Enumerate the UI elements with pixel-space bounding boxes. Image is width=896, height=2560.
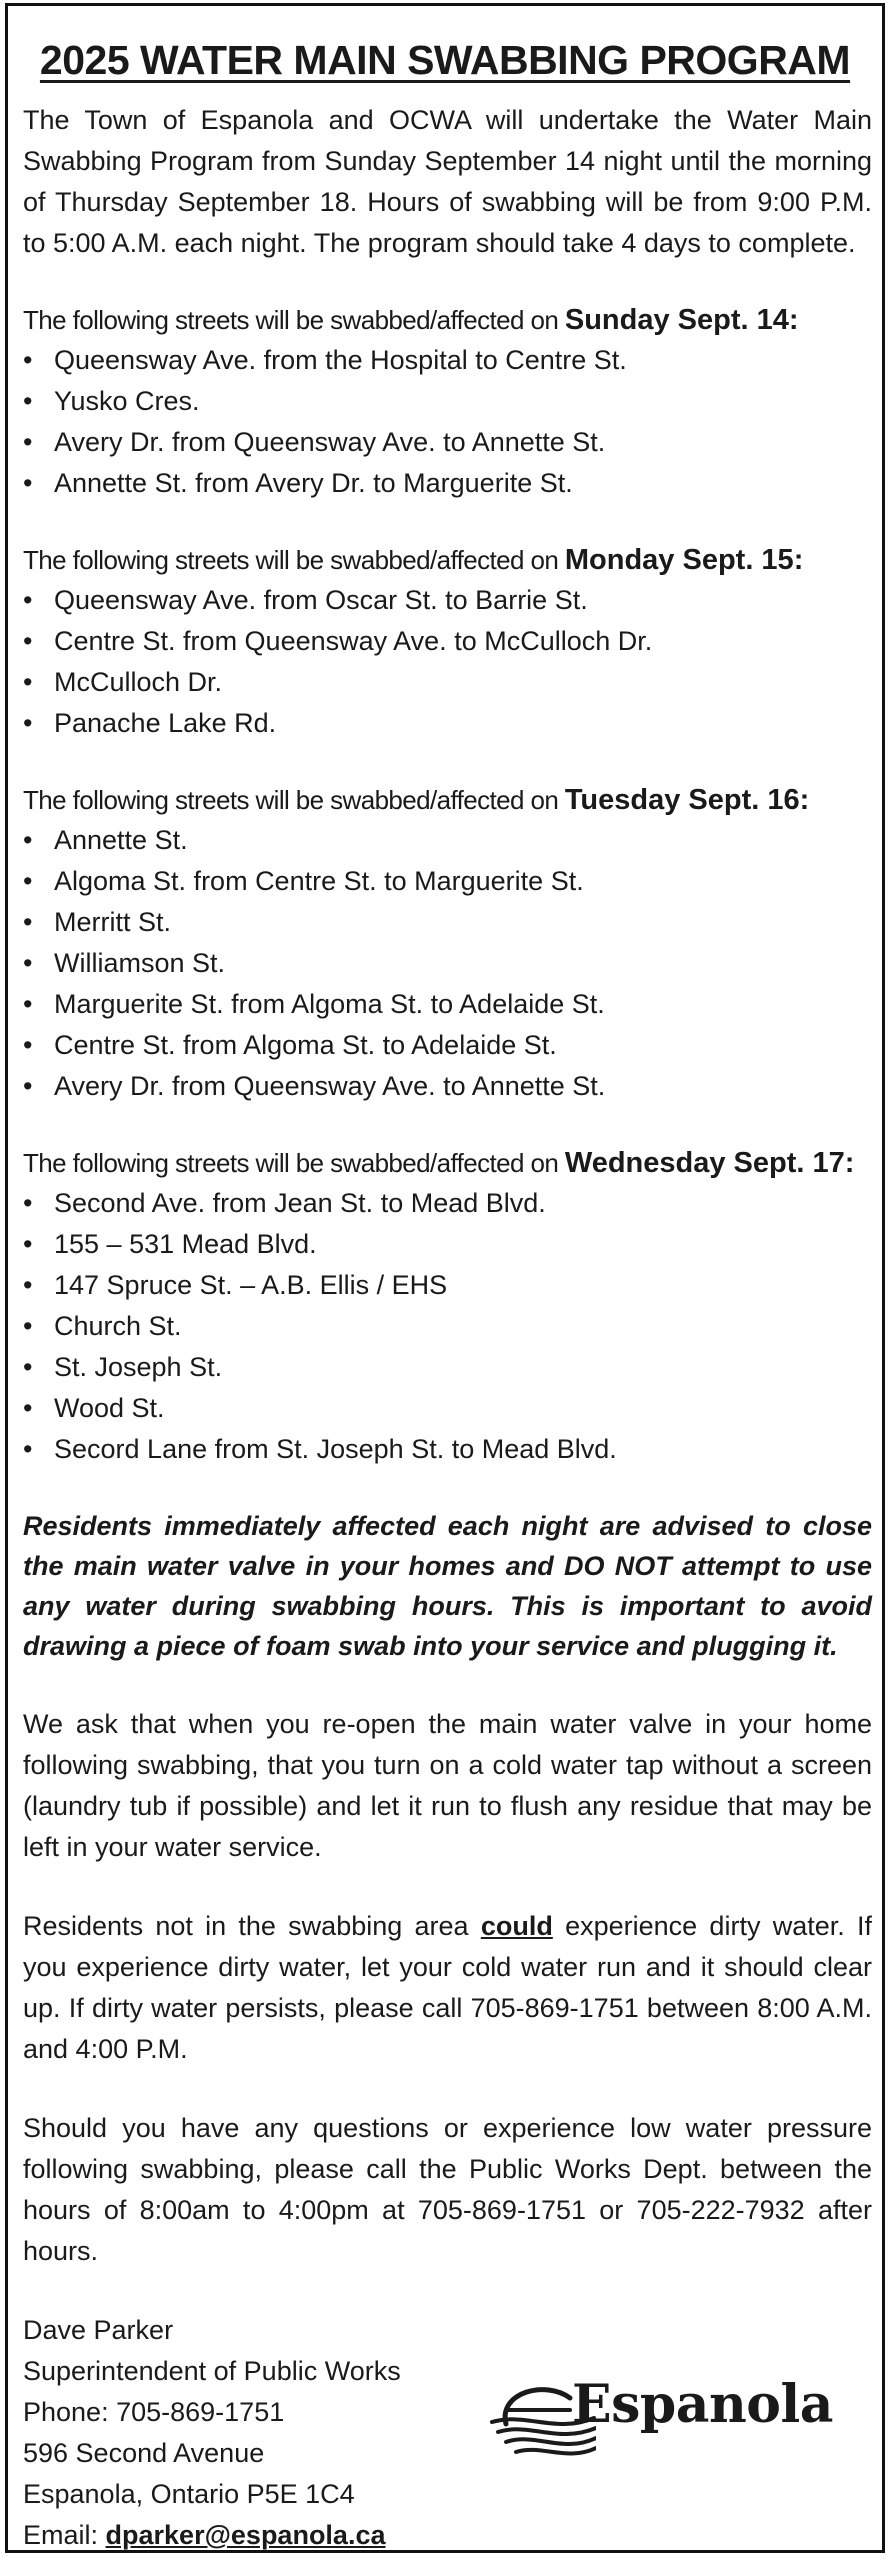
- section-prefix: The following streets will be swabbed/affected on: [23, 1148, 565, 1178]
- contact-address-line1: 596 Second Avenue: [23, 2438, 265, 2468]
- list-item: • Church St.: [23, 1306, 872, 1347]
- section-prefix: The following streets will be swabbed/affected on: [23, 305, 565, 335]
- list-item: • Secord Lane from St. Joseph St. to Mead Blvd.: [23, 1429, 872, 1470]
- street-list: [23, 580, 872, 744]
- notice-frame: [5, 3, 885, 2553]
- contact-position: Superintendent of Public Works: [23, 2356, 401, 2386]
- list-item: • McCulloch Dr.: [23, 662, 872, 703]
- contact-phone: Phone: 705-869-1751: [23, 2397, 285, 2427]
- list-item: • 147 Spruce St. – A.B. Ellis / EHS: [23, 1265, 872, 1306]
- street-list: [23, 820, 872, 1107]
- list-item: • Marguerite St. from Algoma St. to Adelaide St.: [23, 984, 872, 1025]
- notice-content: [8, 100, 882, 2556]
- list-item: • Avery Dr. from Queensway Ave. to Annette St.: [23, 1066, 872, 1107]
- reopen-paragraph: We ask that when you re-open the main water valve in your home following swabbing, that you turn on a cold water tap without a screen (laundry tub if possible) and let it run to flush any residue that may be left in your water service.: [23, 1709, 872, 1862]
- emphasis-word: could: [480, 1911, 553, 1941]
- street-list: [23, 340, 872, 504]
- list-item: • Annette St.: [23, 820, 872, 861]
- email-label: Email:: [23, 2520, 106, 2550]
- schedule-tuesday: [23, 780, 872, 1107]
- list-item: • Avery Dr. from Queensway Ave. to Annette St.: [23, 422, 872, 463]
- schedule-wednesday: [23, 1143, 872, 1470]
- list-item: • Queensway Ave. from the Hospital to Centre St.: [23, 340, 872, 381]
- dirty-water-text: Residents not in the swabbing area: [23, 1911, 481, 1941]
- list-item: • Centre St. from Queensway Ave. to McCulloch Dr.: [23, 621, 872, 662]
- intro-paragraph: The Town of Espanola and OCWA will undertake the Water Main Swabbing Program from Sunday September 14 night until the morning of Thursday September 18. Hours of swabbing will be from 9:00 P.M. to 5:00 A.M. each night. The program should take 4 days to complete.: [23, 105, 872, 258]
- list-item: • Panache Lake Rd.: [23, 703, 872, 744]
- list-item: • Centre St. from Algoma St. to Adelaide St.: [23, 1025, 872, 1066]
- list-item: • Yusko Cres.: [23, 381, 872, 422]
- list-item: • Williamson St.: [23, 943, 872, 984]
- page-title: 2025 WATER MAIN SWABBING PROGRAM: [39, 37, 851, 83]
- street-list: [23, 1183, 872, 1470]
- list-item: • 155 – 531 Mead Blvd.: [23, 1224, 872, 1265]
- contact-email-line: [23, 2515, 872, 2556]
- email-link[interactable]: dparker@espanola.ca: [105, 2520, 386, 2550]
- section-heading: [23, 1143, 872, 1183]
- list-item: • Queensway Ave. from Oscar St. to Barrie St.: [23, 580, 872, 621]
- questions-paragraph: Should you have any questions or experience low water pressure following swabbing, please call the Public Works Dept. between the hours of 8:00am to 4:00pm at 705-869-1751 or 705-222-7932 after hours.: [23, 2113, 872, 2266]
- section-heading: [23, 540, 872, 580]
- schedule-sunday: [23, 300, 872, 504]
- espanola-logo: [486, 2362, 876, 2472]
- section-heading: [23, 300, 872, 340]
- dirty-water-paragraph: [23, 1906, 872, 2070]
- section-day: Wednesday Sept. 17:: [564, 1147, 855, 1179]
- section-day: Monday Sept. 15:: [564, 544, 804, 576]
- section-prefix: The following streets will be swabbed/affected on: [23, 785, 565, 815]
- section-prefix: The following streets will be swabbed/affected on: [23, 545, 565, 575]
- section-day: Sunday Sept. 14:: [564, 304, 799, 336]
- section-heading: [23, 780, 872, 820]
- list-item: • Annette St. from Avery Dr. to Marguerite St.: [23, 463, 872, 504]
- contact-name: Dave Parker: [23, 2315, 174, 2345]
- list-item: • Wood St.: [23, 1388, 872, 1429]
- contact-address-line2: Espanola, Ontario P5E 1C4: [23, 2479, 355, 2509]
- advisory-paragraph: Residents immediately affected each night are advised to close the main water valve in your homes and DO NOT attempt to use any water during swabbing hours. This is important to avoid drawing a piece of foam swab into your service and plugging it.: [23, 1511, 872, 1661]
- logo-wordmark: Espanola: [572, 2374, 833, 2435]
- list-item: • Algoma St. from Centre St. to Marguerite St.: [23, 861, 872, 902]
- schedule-monday: [23, 540, 872, 744]
- list-item: • St. Joseph St.: [23, 1347, 872, 1388]
- dirty-water-text: experience dirty water. If you experience dirty water, let your cold water run and it should clear up. If dirty water persists, please call 705-869-1751 between 8:00 A.M. and 4:00 P.M.: [23, 1911, 872, 2064]
- section-day: Tuesday Sept. 16:: [564, 784, 810, 816]
- list-item: • Second Ave. from Jean St. to Mead Blvd.: [23, 1183, 872, 1224]
- list-item: • Merritt St.: [23, 902, 872, 943]
